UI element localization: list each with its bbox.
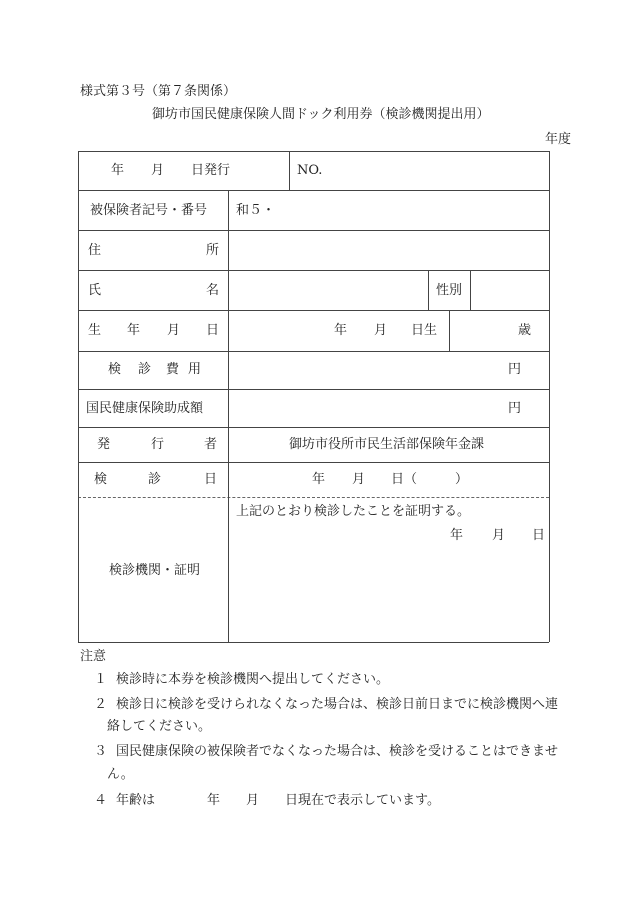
note-2-line-1: 検診日に検診を受けられなくなった場合は、検診日前日までに検診機関へ連 <box>116 697 559 712</box>
form-title: 御坊市国民健康保険人間ドック利用券（検診機関提出用） <box>152 107 490 122</box>
note-2-number: ２ <box>94 697 108 712</box>
exam-fee-label-4: 用 <box>188 362 202 377</box>
note-3-line-2: ん。 <box>107 767 134 782</box>
address-label-2: 所 <box>206 243 220 258</box>
issuer-label-1: 発 <box>97 437 111 452</box>
exam-day-close: ） <box>455 472 469 487</box>
note-2-line-2: 絡してください。 <box>107 719 212 734</box>
ticket-no-label: NO. <box>297 163 323 178</box>
note-1-line-1: 検診時に本券を検診機関へ提出してください。 <box>116 672 390 687</box>
birth-month-label: 月 <box>374 323 388 338</box>
exam-day-label: 日（ <box>391 472 418 487</box>
birthdate-label-2: 年 <box>127 323 141 338</box>
exam-year-label: 年 <box>312 472 326 487</box>
exam-date-label-3: 日 <box>204 472 218 487</box>
certification-month-label: 月 <box>492 528 506 543</box>
name-label-1: 氏 <box>88 283 102 298</box>
birthdate-label-1: 生 <box>88 323 102 338</box>
exam-fee-label-2: 診 <box>138 362 152 377</box>
certification-day-label: 日 <box>532 528 546 543</box>
exam-fee-unit: 円 <box>508 362 522 377</box>
note-4-number: ４ <box>94 793 108 808</box>
age-unit-label: 歳 <box>518 323 532 338</box>
gender-label: 性別 <box>436 283 463 298</box>
note-3-line-1: 国民健康保険の被保険者でなくなった場合は、検診を受けることはできませ <box>116 744 559 759</box>
subsidy-label: 国民健康保険助成額 <box>86 401 204 416</box>
certification-label: 検診機関・証明 <box>109 563 201 578</box>
certification-statement: 上記のとおり検診したことを証明する。 <box>236 504 471 519</box>
note-1-number: １ <box>94 672 108 687</box>
notes-heading: 注意 <box>80 649 107 664</box>
note-3-number: ３ <box>94 744 108 759</box>
issuer-label-3: 者 <box>204 437 218 452</box>
exam-fee-label-1: 検 <box>108 362 122 377</box>
address-label-1: 住 <box>88 243 102 258</box>
insured-number-value: 和５・ <box>236 203 276 218</box>
issue-year-label: 年 <box>111 163 125 178</box>
exam-month-label: 月 <box>352 472 366 487</box>
issue-month-label: 月 <box>151 163 165 178</box>
birth-day-label: 日生 <box>411 323 438 338</box>
certification-year-label: 年 <box>450 528 464 543</box>
issuer-label-2: 行 <box>151 437 165 452</box>
fiscal-year-label: 年度 <box>545 132 572 147</box>
birth-year-label: 年 <box>334 323 348 338</box>
birthdate-label-4: 日 <box>206 323 220 338</box>
issuer-value: 御坊市役所市民生活部保険年金課 <box>289 437 485 452</box>
exam-date-label-1: 検 <box>94 472 108 487</box>
insured-number-label: 被保険者記号・番号 <box>90 203 208 218</box>
issue-day-label: 日発行 <box>191 163 231 178</box>
exam-fee-label-3: 費 <box>166 362 180 377</box>
subsidy-unit: 円 <box>508 401 522 416</box>
form-number: 様式第３号（第７条関係） <box>80 84 237 99</box>
exam-date-label-2: 診 <box>148 472 162 487</box>
name-label-2: 名 <box>206 283 220 298</box>
birthdate-label-3: 月 <box>167 323 181 338</box>
note-4-line-1: 年齢は 年 月 日現在で表示しています。 <box>116 793 440 808</box>
